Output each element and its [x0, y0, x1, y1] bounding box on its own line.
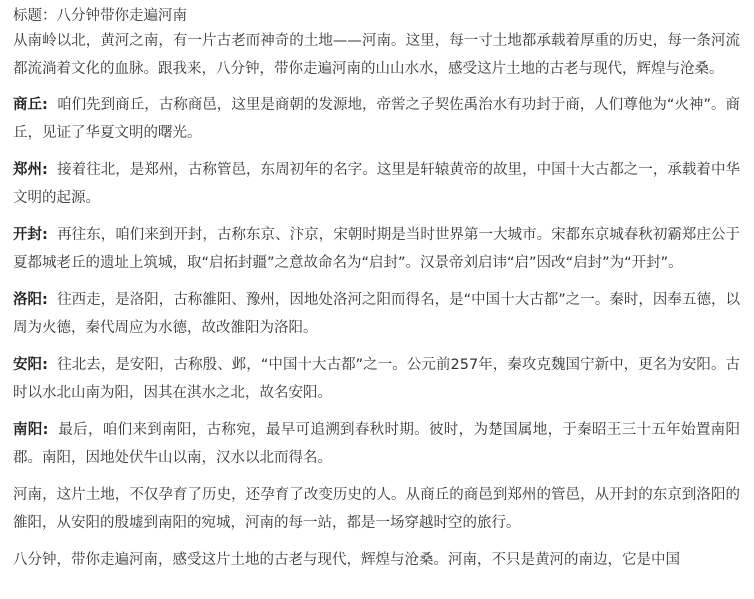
section-kaifeng — [13, 221, 740, 277]
section-zhengzhou — [13, 156, 740, 212]
section-text: 往北去，是安阳，古称殷、邺，“中国十大古都”之一。公元前257年，秦攻克魏国宁新中，更名为安阳。古时以水北山南为阳，因其在淇水之北，故名安阳。 — [13, 357, 740, 401]
intro-paragraph: 从南岭以北，黄河之南，有一片古老而神奇的土地——河南。这里，每一寸土地都承载着厚重的历史，每一条河流都流淌着文化的血脉。跟我来，八分钟，带你走遍河南的山山水水，感受这片土地的古老与现代，辉煌与沧桑。 — [13, 33, 740, 77]
section-heading: 开封: — [13, 227, 48, 243]
section-anyang — [13, 351, 740, 407]
section-text: 再往东，咱们来到开封，古称东京、汴京，宋朝时期是当时世界第一大城市。宋都东京城春秋初霸郑庄公于夏都城老丘的遗址上筑城，取“启拓封疆”之意故命名为“启封”。汉景帝刘启讳“启”因改“启封”为“开封”。 — [13, 227, 740, 271]
closing-paragraph: 八分钟，带你走遍河南，感受这片土地的古老与现代，辉煌与沧桑。河南，不只是黄河的南边，它是中国 — [13, 552, 680, 568]
section-heading: 安阳: — [13, 357, 48, 373]
section-luoyang — [13, 286, 740, 342]
section-text: 接着往北，是郑州，古称管邑，东周初年的名字。这里是轩辕黄帝的故里，中国十大古都之一，承载着中华文明的起源。 — [13, 162, 740, 206]
section-nanyang — [13, 416, 740, 472]
section-heading: 商丘: — [13, 97, 48, 113]
section-heading: 南阳: — [13, 422, 49, 438]
section-heading: 郑州: — [13, 162, 48, 178]
title-line: 标题：八分钟带你走遍河南 — [13, 8, 187, 24]
section-shangqiu — [13, 91, 740, 147]
section-text: 咱们先到商丘，古称商邑，这里是商朝的发源地，帝喾之子契佐禹治水有功封于商，人们尊他为“火神”。商丘，见证了华夏文明的曙光。 — [13, 97, 740, 141]
section-text: 最后，咱们来到南阳，古称宛，最早可追溯到春秋时期。彼时，为楚国属地，于秦昭王三十五年始置南阳郡。南阳，因地处伏牛山以南，汉水以北而得名。 — [13, 422, 740, 466]
section-heading: 洛阳: — [13, 292, 48, 308]
section-text: 往西走，是洛阳，古称雒阳、豫州，因地处洛河之阳而得名，是“中国十大古都”之一。秦时，因奉五德，以周为火德，秦代周应为水德，故改雒阳为洛阳。 — [13, 292, 740, 336]
summary-paragraph: 河南，这片土地，不仅孕育了历史，还孕育了改变历史的人。从商丘的商邑到郑州的管邑，从开封的东京到洛阳的雒阳，从安阳的殷墟到南阳的宛城，河南的每一站，都是一场穿越时空的旅行。 — [13, 487, 740, 531]
